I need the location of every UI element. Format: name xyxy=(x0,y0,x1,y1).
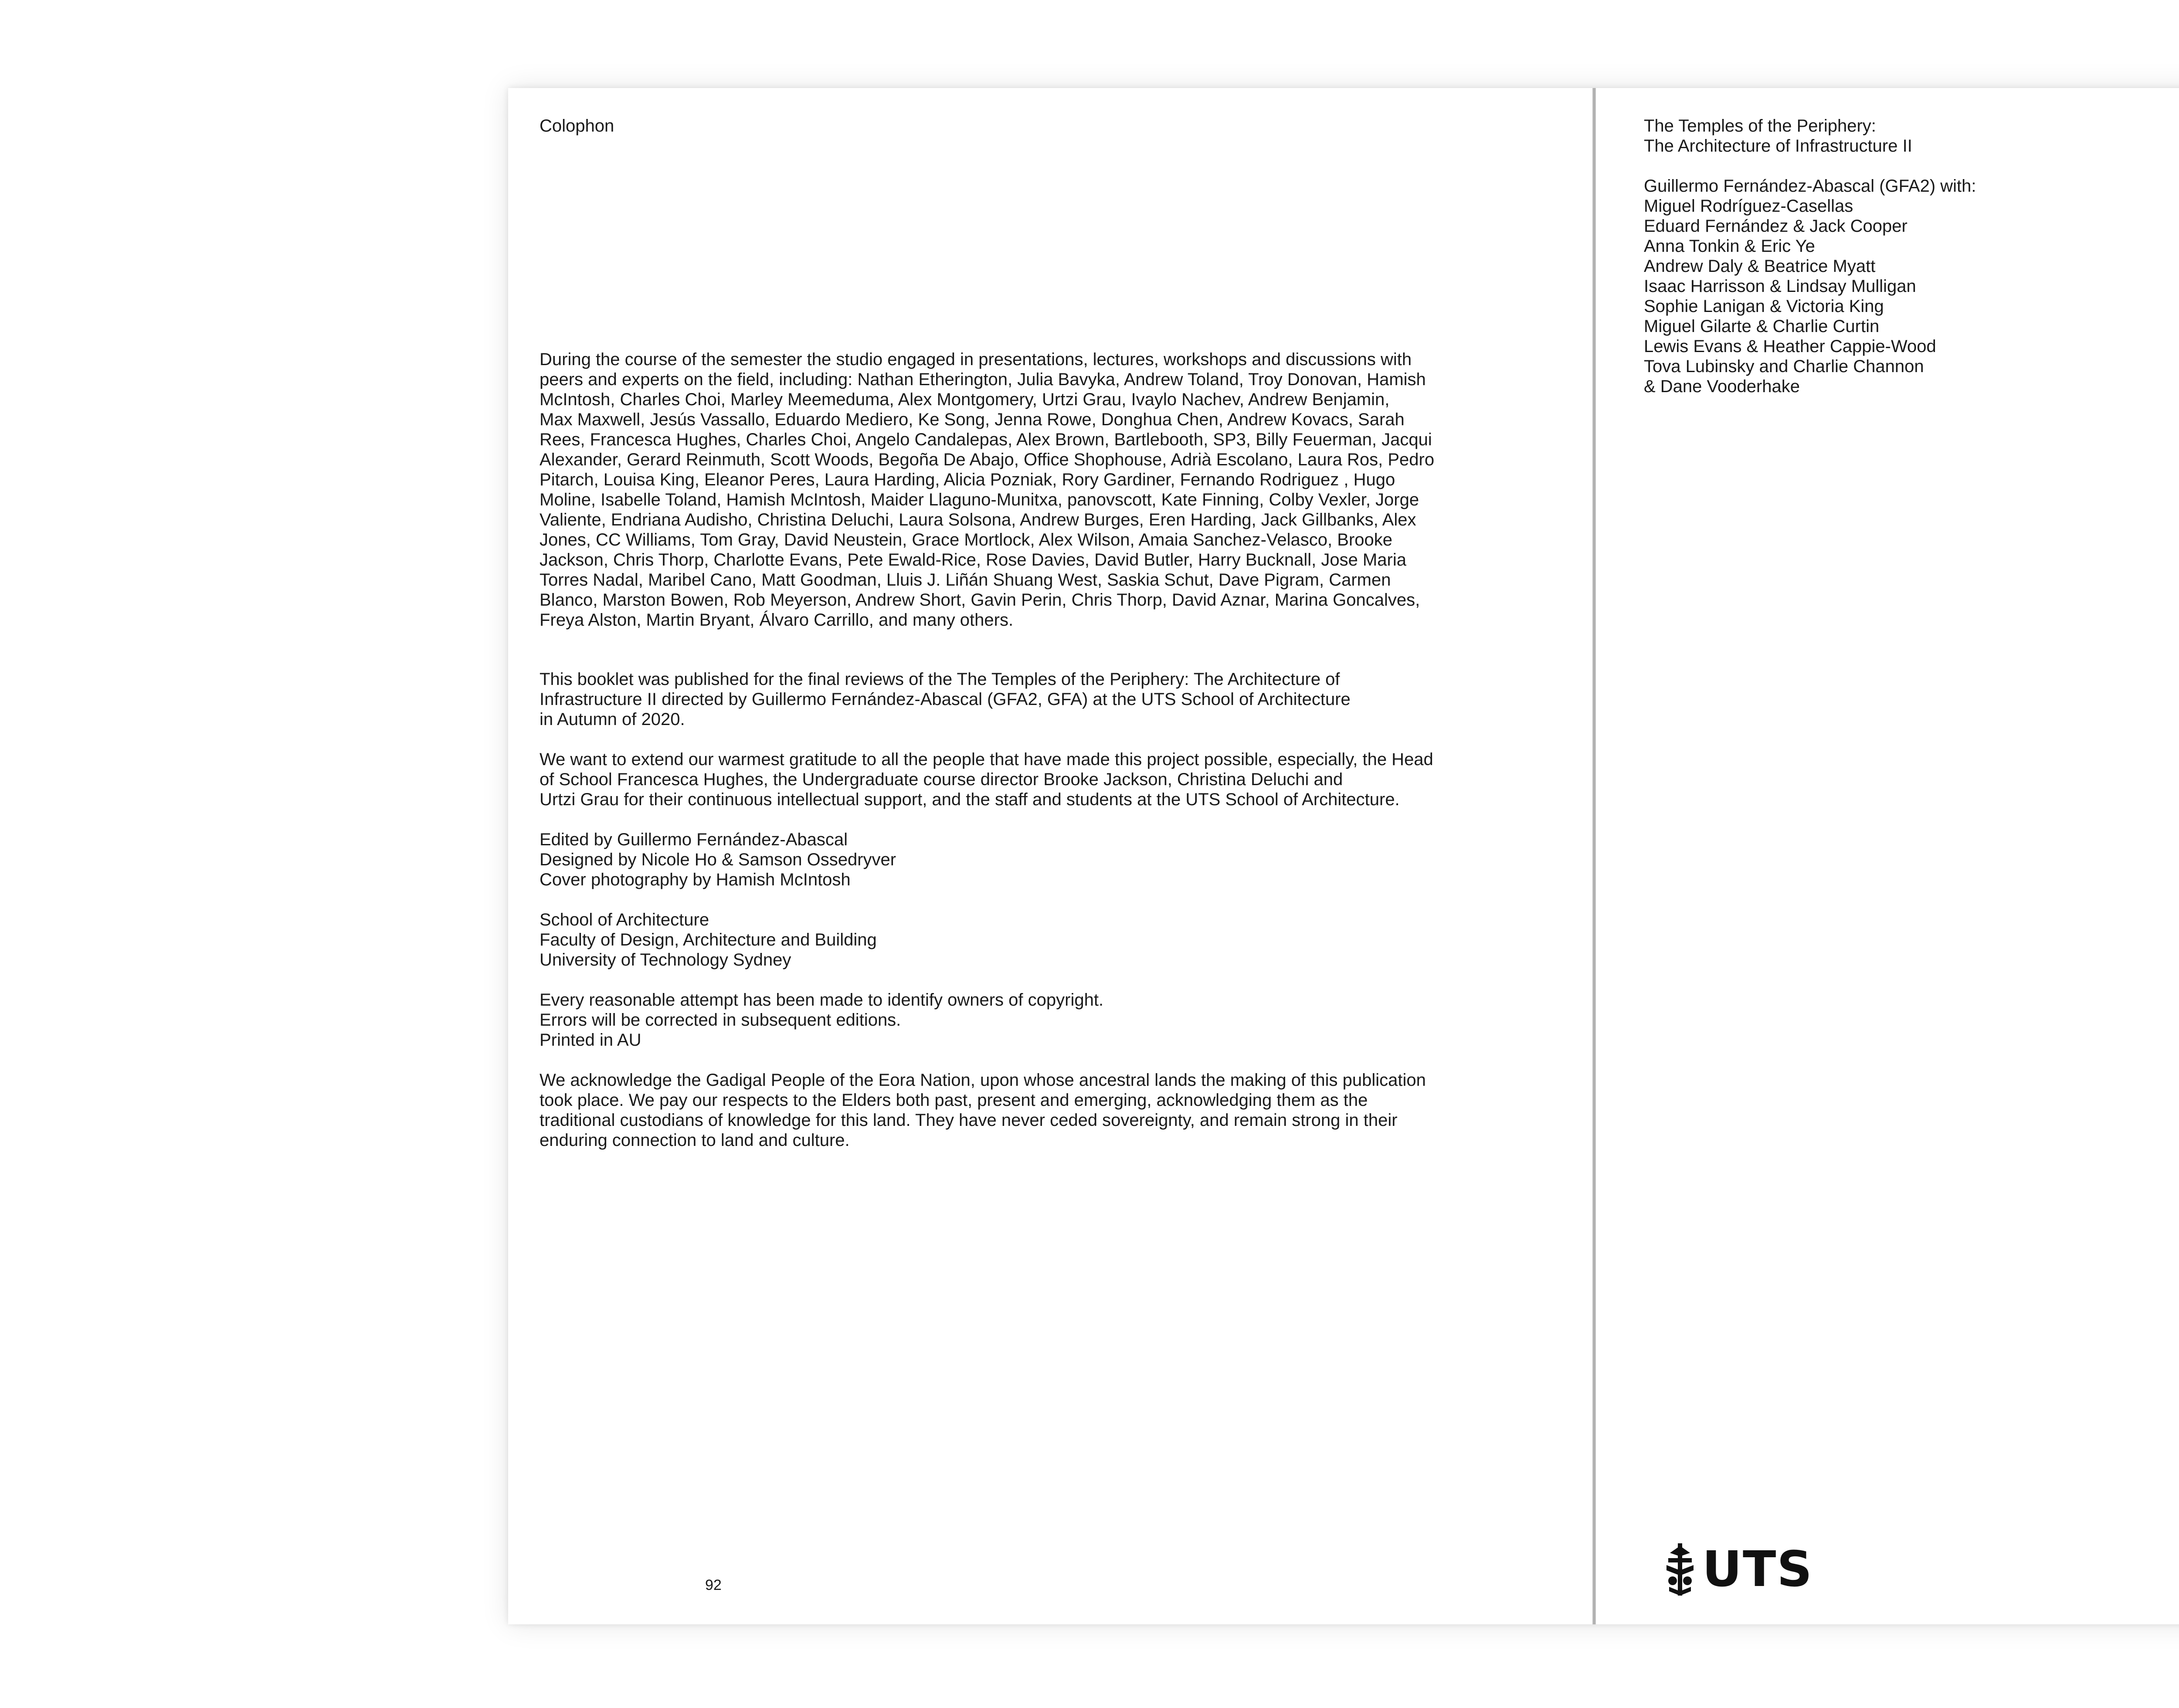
page-number: 92 xyxy=(705,1577,722,1593)
school-paragraph: School of Architecture Faculty of Design, Architecture and Building University of Technology Sydney xyxy=(540,910,877,969)
copyright-paragraph: Every reasonable attempt has been made to identify owners of copyright. Errors will be corrected in subsequent editions. Printed in AU xyxy=(540,990,1104,1050)
team-members-list: Miguel Rodríguez-Casellas Eduard Fernández & Jack Cooper Anna Tonkin & Eric Ye Andrew Daly & Beatrice Myatt Isaac Harrisson & Lindsay Mulligan Sophie Lanigan & Victoria King Miguel Gilarte & Charlie Curtin Lewis Evans & Heather Cappie-Wood Tova Lubinsky and Charlie Channon & Dane Vooderhake xyxy=(1644,197,1936,396)
contributors-paragraph: During the course of the semester the studio engaged in presentations, lectures, workshops and discussions with peers and experts on the field, including: Nathan Etherington, Julia Bavyka, Andrew Toland, Troy Donovan, Hamish McIntosh, Charles Choi, Marley Meemeduma, Alex Montgomery, Urtzi Grau, Ivaylo Nachev, Andrew Benjamin, Max Maxwell, Jesús Vassallo, Eduardo Mediero, Ke Song, Jenna Rowe, Donghua Chen, Andrew Kovacs, Sarah Rees, Francesca Hughes, Charles Choi, Angelo Candalepas, Alex Brown, Bartlebooth, SP3, Billy Feuerman, Jacqui Alexander, Gerard Reinmuth, Scott Woods, Begoña De Abajo, Office Shophouse, Adrià Escolano, Laura Ros, Pedro Pitarch, Louisa King, Eleanor Peres, Laura Harding, Alicia Pozniak, Rory Gardiner, Fernando Rodriguez , Hugo Moline, Isabelle Toland, Hamish McIntosh, Maider Llaguno-Munitxa, panovscott, Kate Finning, Colby Vexler, Jorge Valiente, Endriana Audisho, Christina Deluchi, Laura Solsona, Andrew Burges, Eren Harding, Jack Gillbanks, Alex Jones, CC Williams, Tom Gray, David Neustein, Grace Mortlock, Alex Wilson, Amaia Sanchez-Velasco, Brooke Jackson, Chris Thorp, Charlotte Evans, Pete Ewald-Rice, Rose Davies, David Butler, Harry Bucknall, Jose Maria Torres Nadal, Maribel Cano, Matt Goodman, Lluis J. Liñán Shuang West, Saskia Schut, Dave Pigram, Carmen Blanco, Marston Bowen, Rob Meyerson, Andrew Short, Gavin Perin, Chris Thorp, David Aznar, Marina Goncalves, Freya Alston, Martin Bryant, Álvaro Carrillo, and many others. xyxy=(540,350,1435,630)
book-gutter xyxy=(1592,88,1596,1624)
publication-paragraph: This booklet was published for the final reviews of the The Temples of the Periphery: The Architecture of Infrastructure II directed by Guillermo Fernández-Abascal (GFA2, GFA) at the UTS School of Architecture in Autumn of 2020. xyxy=(540,670,1351,729)
team-heading: Guillermo Fernández-Abascal (GFA2) with: xyxy=(1644,176,1976,196)
uts-crest-icon xyxy=(1665,1543,1695,1596)
booklet-spread xyxy=(508,88,2179,1624)
left-page xyxy=(508,88,1592,1624)
acknowledgement-paragraph: We acknowledge the Gadigal People of the Eora Nation, upon whose ancestral lands the making of this publication took place. We pay our respects to the Elders both past, present and emerging, acknowledging them as the traditional custodians of knowledge for this land. They have never ceded sovereignty, and remain strong in their enduring connection to land and culture. xyxy=(540,1071,1426,1150)
publication-title: The Temples of the Periphery: The Architecture of Infrastructure II xyxy=(1644,116,1912,156)
credits-paragraph: Edited by Guillermo Fernández-Abascal Designed by Nicole Ho & Samson Ossedryver Cover photography by Hamish McIntosh xyxy=(540,830,896,889)
uts-wordmark: UTS xyxy=(1702,1541,1813,1598)
gratitude-paragraph: We want to extend our warmest gratitude to all the people that have made this project possible, especially, the Head of School Francesca Hughes, the Undergraduate course director Brooke Jackson, Christina Deluchi and Urtzi Grau for their continuous intellectual support, and the staff and students at the UTS School of Architecture. xyxy=(540,750,1433,809)
colophon-heading: Colophon xyxy=(540,116,614,136)
uts-logo xyxy=(1665,1543,1813,1596)
